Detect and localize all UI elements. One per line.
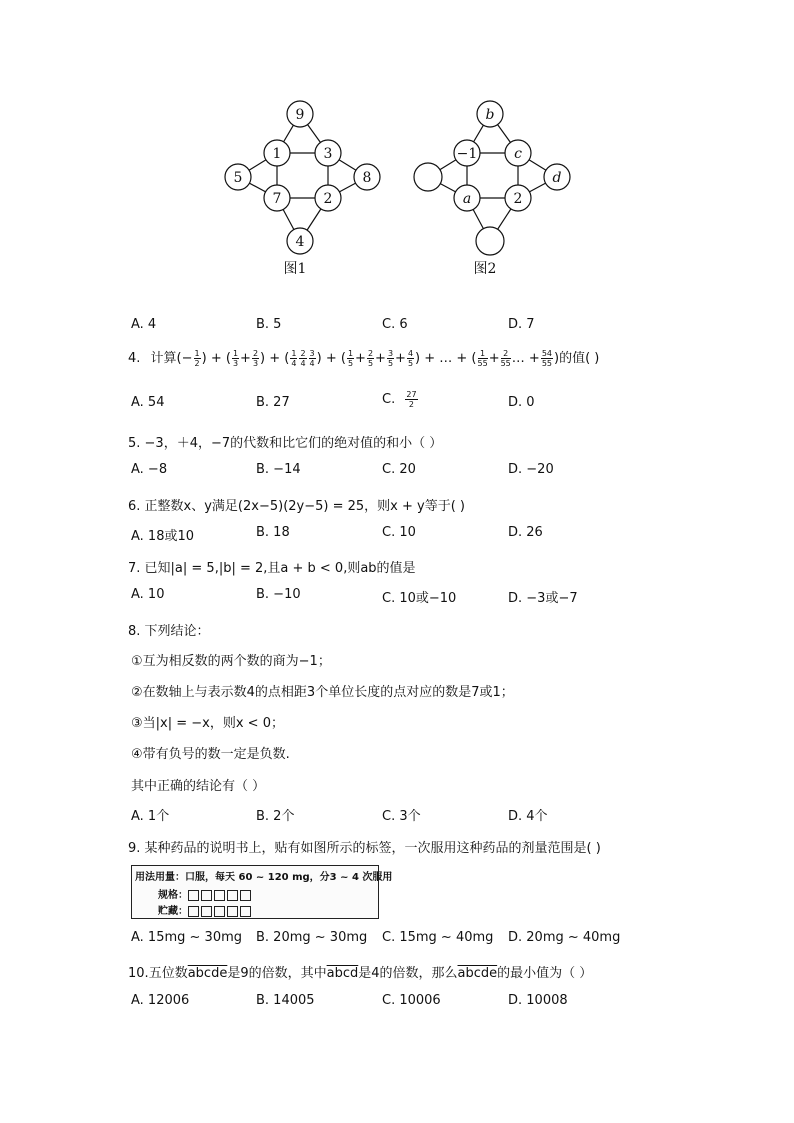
q8-option-a[interactable]: A. 1个 xyxy=(131,809,170,824)
fig2-node-ll: a xyxy=(462,191,472,207)
fig1-node-left: 5 xyxy=(233,170,243,186)
q10-abcde-2: abcde xyxy=(457,966,498,981)
q4-option-b[interactable]: B. 27 xyxy=(256,395,290,410)
q7-option-a[interactable]: A. 10 xyxy=(131,587,165,602)
q4-suffix: 的值( ) xyxy=(559,351,600,366)
label-storage: 贮藏： xyxy=(158,902,253,917)
fig1-node-right: 8 xyxy=(362,170,372,186)
q10-abcd: abcd xyxy=(326,966,359,981)
q9-option-d[interactable]: D. 20mg ~ 40mg xyxy=(508,930,621,945)
fig1-caption: 图1 xyxy=(283,261,307,277)
q5-option-c[interactable]: C. 20 xyxy=(382,462,416,477)
q6-option-a[interactable]: A. 18或10 xyxy=(131,529,195,544)
q5-option-a[interactable]: A. −8 xyxy=(131,462,168,477)
fig1-node-top: 9 xyxy=(295,107,305,123)
fig1-node-ul: 1 xyxy=(272,146,282,162)
q8-statement-2: ②在数轴上与表示数4的点相距3个单位长度的点对应的数是7或1； xyxy=(131,685,514,700)
q10-abcde: abcde xyxy=(187,966,228,981)
fig2-node-ur: c xyxy=(514,146,522,162)
q3-option-b[interactable]: B. 5 xyxy=(256,317,282,332)
q8-statement-3: ③当|x| = −x，则x < 0； xyxy=(131,716,284,731)
q4-c-numerator: 27 xyxy=(406,390,417,399)
fig2-node-lr: 2 xyxy=(513,191,523,207)
q9-option-b[interactable]: B. 20mg ~ 30mg xyxy=(256,930,368,945)
q4-option-c[interactable] xyxy=(382,390,419,409)
q9-question: 9. 某种药品的说明书上，贴有如图所示的标签，一次服用这种药品的剂量范围是( ) xyxy=(128,841,601,856)
q8-question: 8. 下列结论： xyxy=(128,624,210,639)
q4-c-denominator: 2 xyxy=(408,400,414,409)
q7-question: 7. 已知|a| = 5,|b| = 2,且a + b < 0,则ab的值是 xyxy=(128,561,416,576)
label-spec: 规格： xyxy=(158,886,253,901)
q4-option-d[interactable]: D. 0 xyxy=(508,395,535,410)
figure-1 xyxy=(215,95,390,280)
q6-option-c[interactable]: C. 10 xyxy=(382,525,416,540)
medicine-label xyxy=(131,865,393,919)
q8-statement-1: ①互为相反数的两个数的商为−1； xyxy=(131,654,331,669)
q10-option-c[interactable]: C. 10006 xyxy=(382,993,441,1008)
q10-option-a[interactable]: A. 12006 xyxy=(131,993,190,1008)
fig1-node-bottom: 4 xyxy=(295,234,305,250)
q7-option-b[interactable]: B. −10 xyxy=(256,587,301,602)
q9-option-c[interactable]: C. 15mg ~ 40mg xyxy=(382,930,494,945)
q8-option-c[interactable]: C. 3个 xyxy=(382,809,421,824)
q4-question: 4. 计算(− $\frac{1}{2}$ ) + ( $\frac{1}{3}$ + $\frac{2}{3}$ ) + ( $\frac{1}{4}$ $\frac{2}{4}$ $\frac{3}{4}$ ) + ( $\frac{1}{5}$ + $\frac{2}{5}$ + $\frac{3}{5}$ + $\frac{4}{5}$ ) + … + ( $\frac{1}{55}$ + $\frac{2}{55}$ … + $\frac{54}{55}$ )的值( ) xyxy=(128,349,600,368)
fig2-node-top: b xyxy=(485,107,495,123)
q5-question: 5. −3，＋4，−7的代数和比它们的绝对值的和小（ ） xyxy=(128,436,443,451)
q3-option-c[interactable]: C. 6 xyxy=(382,317,408,332)
q7-option-d[interactable]: D. −3或−7 xyxy=(508,591,578,606)
q5-option-d[interactable]: D. −20 xyxy=(508,462,554,477)
fig2-node-ul: −1 xyxy=(456,146,478,162)
figure-2 xyxy=(405,95,580,280)
q3-option-d[interactable]: D. 7 xyxy=(508,317,535,332)
fig2-node-right: d xyxy=(552,170,562,186)
q5-option-b[interactable]: B. −14 xyxy=(256,462,301,477)
label-dosage: 用法用量：口服，每天 60 ~ 120 mg，分3 ~ 4 次服用 xyxy=(135,872,393,883)
q4-option-a[interactable]: A. 54 xyxy=(131,395,165,410)
q10-number: 10. xyxy=(128,966,149,981)
q4-prefix: 计算( xyxy=(150,351,182,366)
q6-option-d[interactable]: D. 26 xyxy=(508,525,543,540)
q8-statement-4: ④带有负号的数一定是负数. xyxy=(131,747,290,762)
q6-option-b[interactable]: B. 18 xyxy=(256,525,290,540)
q9-option-a[interactable]: A. 15mg ~ 30mg xyxy=(131,930,243,945)
fig1-node-lr: 2 xyxy=(323,191,333,207)
q8-option-b[interactable]: B. 2个 xyxy=(256,809,295,824)
q8-option-d[interactable]: D. 4个 xyxy=(508,809,548,824)
fig2-caption: 图2 xyxy=(473,261,497,277)
fig1-node-ll: 7 xyxy=(272,191,282,207)
q7-option-c[interactable]: C. 10或−10 xyxy=(382,591,457,606)
q4-option-c-label: C. xyxy=(382,392,396,407)
q6-question: 6. 正整数x、y满足(2x−5)(2y−5) = 25，则x + y等于( ) xyxy=(128,499,465,514)
q3-option-a[interactable]: A. 4 xyxy=(131,317,157,332)
q10-option-d[interactable]: D. 10008 xyxy=(508,993,568,1008)
q4-number: 4. xyxy=(128,351,141,366)
q8-ask: 其中正确的结论有（ ） xyxy=(131,779,266,794)
fig1-node-ur: 3 xyxy=(323,146,333,162)
q10-question: 10.五位数abcde是9的倍数，其中abcd是4的倍数，那么abcde的最小值为（ ） xyxy=(128,966,593,981)
q10-option-b[interactable]: B. 14005 xyxy=(256,993,315,1008)
